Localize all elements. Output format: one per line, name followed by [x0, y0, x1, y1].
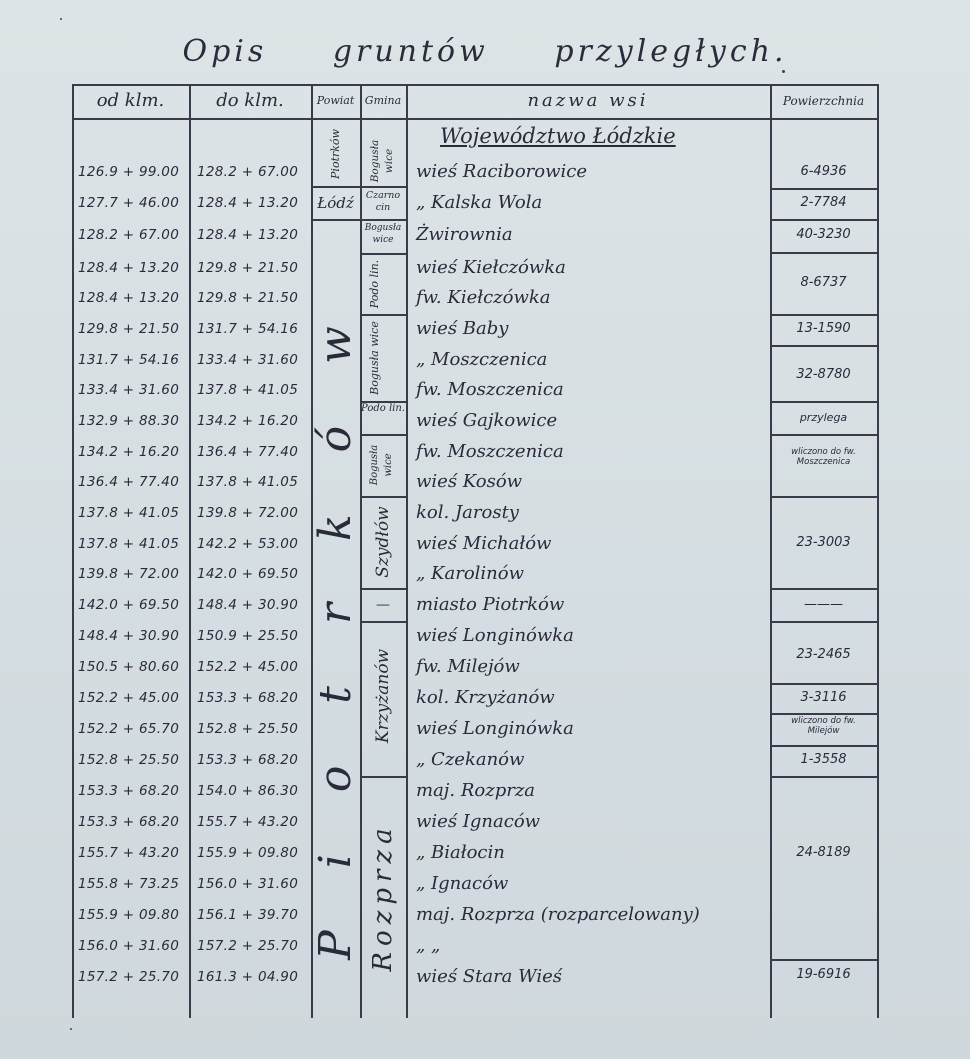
row-village-name: kol. Krzyżanów	[416, 687, 555, 708]
row-od-klm: 157.2 + 25.70	[78, 969, 180, 985]
gmina-czarnocin-label: Czarno cin	[365, 190, 401, 213]
row-village-name: fw. Milejów	[416, 656, 520, 677]
row-od-klm: 155.7 + 43.20	[78, 845, 180, 861]
gmina-krzyzanow-label: Krzyżanów	[373, 648, 393, 744]
area-note: wliczono do fw. Milejów	[791, 716, 856, 736]
row-village-name: wieś Longinówka	[416, 625, 574, 646]
row-od-klm: 133.4 + 31.60	[78, 382, 180, 398]
row-do-klm: 139.8 + 72.00	[197, 505, 299, 521]
area-divider	[770, 713, 877, 715]
row-do-klm: 137.8 + 41.05	[197, 382, 299, 398]
area-divider	[770, 434, 877, 436]
row-do-klm: 156.0 + 31.60	[197, 876, 299, 892]
gmina-boguslawice-label: Bogusła wice	[369, 444, 394, 486]
row-do-klm: 128.2 + 67.00	[197, 164, 299, 180]
title-word-3: przyległych.	[554, 34, 788, 69]
row-village-name: fw. Kiełczówka	[416, 287, 551, 308]
row-do-klm: 152.2 + 45.00	[197, 659, 299, 675]
row-do-klm: 142.2 + 53.00	[197, 536, 299, 552]
row-do-klm: 150.9 + 25.50	[197, 628, 299, 644]
row-do-klm: 157.2 + 25.70	[197, 938, 299, 954]
row-village-name: wieś Kiełczówka	[416, 257, 566, 278]
row-od-klm: 132.9 + 88.30	[78, 413, 180, 429]
row-village-name: Żwirownia	[416, 224, 513, 245]
header-bottom-border	[72, 118, 878, 120]
gmina-szydlow-label: Szydłów	[373, 506, 393, 578]
row-village-name: wieś Ignaców	[416, 811, 541, 832]
gmina-podolin-label: Podo lin.	[368, 259, 381, 309]
row-village-name: wieś Stara Wieś	[416, 966, 562, 987]
row-od-klm: 152.2 + 65.70	[78, 721, 180, 737]
row-do-klm: 155.9 + 09.80	[197, 845, 299, 861]
row-do-klm: 153.3 + 68.20	[197, 752, 299, 768]
area-value: 2-7784	[800, 195, 847, 210]
area-divider	[770, 345, 877, 347]
ink-speck	[782, 70, 785, 73]
row-do-klm: 128.4 + 13.20	[197, 195, 299, 211]
powiat-lodz-label: Łódź	[317, 194, 354, 212]
row-village-name: „ Białocin	[416, 842, 505, 863]
row-village-name: kol. Jarosty	[416, 502, 519, 523]
row-od-klm: 152.8 + 25.50	[78, 752, 180, 768]
row-village-name: wieś Gajkowice	[416, 410, 558, 431]
area-value: 40-3230	[796, 227, 851, 242]
row-od-klm: 137.8 + 41.05	[78, 505, 180, 521]
row-od-klm: 131.7 + 54.16	[78, 352, 180, 368]
area-value: 23-3003	[796, 535, 851, 550]
row-od-klm: 134.2 + 16.20	[78, 444, 180, 460]
column-divider	[189, 84, 191, 1018]
row-do-klm: 142.0 + 69.50	[197, 566, 299, 582]
area-value: 6-4936	[800, 164, 847, 179]
column-divider	[406, 84, 408, 1018]
row-village-name: „ Ignaców	[416, 873, 509, 894]
gmina-boguslawice-label: Bogusła wice	[368, 321, 381, 395]
header-do-klm: do klm.	[216, 90, 284, 111]
area-divider	[770, 621, 877, 623]
gmina-divider	[360, 219, 406, 221]
gmina-podolin-label: Podo lin.	[361, 403, 405, 414]
gmina-dash: —	[376, 597, 390, 613]
row-village-name: „ Karolinów	[416, 563, 525, 584]
row-village-name: „ Czekanów	[416, 749, 525, 770]
powiat-divider	[311, 219, 360, 221]
row-do-klm: 133.4 + 31.60	[197, 352, 299, 368]
area-note: wliczono do fw. Moszczenica	[791, 447, 856, 467]
gmina-divider	[360, 621, 406, 623]
row-od-klm: 136.4 + 77.40	[78, 474, 180, 490]
row-do-klm: 129.8 + 21.50	[197, 260, 299, 276]
header-gmina: Gmina	[364, 94, 402, 107]
row-village-name: „ Kalska Wola	[416, 192, 543, 213]
row-village-name: maj. Rozprza	[416, 780, 536, 801]
area-divider	[770, 252, 877, 254]
row-od-klm: 148.4 + 30.90	[78, 628, 180, 644]
row-village-name: miasto Piotrków	[416, 594, 565, 615]
row-village-name: „ Moszczenica	[416, 349, 548, 370]
area-value: 24-8189	[796, 845, 851, 860]
powiat-piotrkow-big-label: Piotrków	[310, 264, 361, 960]
row-do-klm: 129.8 + 21.50	[197, 290, 299, 306]
row-od-klm: 155.9 + 09.80	[78, 907, 180, 923]
row-od-klm: 137.8 + 41.05	[78, 536, 180, 552]
header-powiat: Powiat	[316, 94, 355, 107]
area-value: przylega	[799, 411, 848, 424]
row-do-klm: 131.7 + 54.16	[197, 321, 299, 337]
row-do-klm: 136.4 + 77.40	[197, 444, 299, 460]
row-do-klm: 154.0 + 86.30	[197, 783, 299, 799]
row-village-name: wieś Baby	[416, 318, 509, 339]
row-od-klm: 153.3 + 68.20	[78, 783, 180, 799]
row-do-klm: 152.8 + 25.50	[197, 721, 299, 737]
gmina-boguslawice-label: Bogusła wice	[364, 223, 402, 245]
row-do-klm: 155.7 + 43.20	[197, 814, 299, 830]
row-od-klm: 142.0 + 69.50	[78, 597, 180, 613]
row-village-name: wieś Michałów	[416, 533, 552, 554]
area-divider	[770, 496, 877, 498]
powiat-piotrkow-label: Piotrków	[329, 129, 342, 179]
row-od-klm: 126.9 + 99.00	[78, 164, 180, 180]
gmina-rozprza-label: Rozprza	[368, 822, 398, 972]
header-nazwa-wsi: nazwa wsi	[527, 90, 649, 111]
area-value: 1-3558	[800, 752, 847, 767]
row-od-klm: 152.2 + 45.00	[78, 690, 180, 706]
row-od-klm: 128.2 + 67.00	[78, 227, 180, 243]
row-od-klm: 139.8 + 72.00	[78, 566, 180, 582]
row-od-klm: 128.4 + 13.20	[78, 290, 180, 306]
area-value: 8-6737	[800, 275, 847, 290]
row-village-name: fw. Moszczenica	[416, 441, 564, 462]
row-od-klm: 128.4 + 13.20	[78, 260, 180, 276]
row-do-klm: 137.8 + 41.05	[197, 474, 299, 490]
title-word-1: Opis	[182, 34, 268, 69]
ink-speck	[70, 1028, 72, 1030]
area-divider	[770, 776, 877, 778]
voivodeship-heading: Województwo Łódzkie	[440, 124, 676, 148]
row-village-name: wieś Longinówka	[416, 718, 574, 739]
row-village-name: fw. Moszczenica	[416, 379, 564, 400]
row-do-klm: 148.4 + 30.90	[197, 597, 299, 613]
area-value: 13-1590	[796, 321, 851, 336]
column-divider	[72, 84, 74, 1018]
row-od-klm: 155.8 + 73.25	[78, 876, 180, 892]
row-od-klm: 150.5 + 80.60	[78, 659, 180, 675]
header-od-klm: od klm.	[96, 90, 165, 111]
header-powierzchnia: Powierzchnia	[782, 94, 865, 108]
gmina-boguslawice-label: Bogusła wice	[369, 139, 395, 183]
row-do-klm: 156.1 + 39.70	[197, 907, 299, 923]
row-do-klm: 134.2 + 16.20	[197, 413, 299, 429]
row-od-klm: 127.7 + 46.00	[78, 195, 180, 211]
area-value: 19-6916	[796, 967, 851, 982]
area-value: 32-8780	[796, 367, 851, 382]
row-do-klm: 128.4 + 13.20	[197, 227, 299, 243]
row-village-name: „ „	[416, 935, 441, 956]
row-od-klm: 156.0 + 31.60	[78, 938, 180, 954]
row-village-name: wieś Kosów	[416, 471, 523, 492]
area-value: ———	[804, 597, 843, 612]
ink-speck	[60, 18, 62, 20]
row-do-klm: 161.3 + 04.90	[197, 969, 299, 985]
area-value: 23-2465	[796, 647, 851, 662]
gmina-divider	[360, 776, 406, 778]
title-word-2: gruntów	[332, 34, 489, 69]
row-do-klm: 153.3 + 68.20	[197, 690, 299, 706]
area-value: 3-3116	[800, 690, 847, 705]
row-village-name: wieś Raciborowice	[416, 161, 588, 182]
row-village-name: maj. Rozprza (rozparcelowany)	[416, 904, 700, 925]
row-od-klm: 129.8 + 21.50	[78, 321, 180, 337]
row-od-klm: 153.3 + 68.20	[78, 814, 180, 830]
column-divider	[877, 84, 879, 1018]
